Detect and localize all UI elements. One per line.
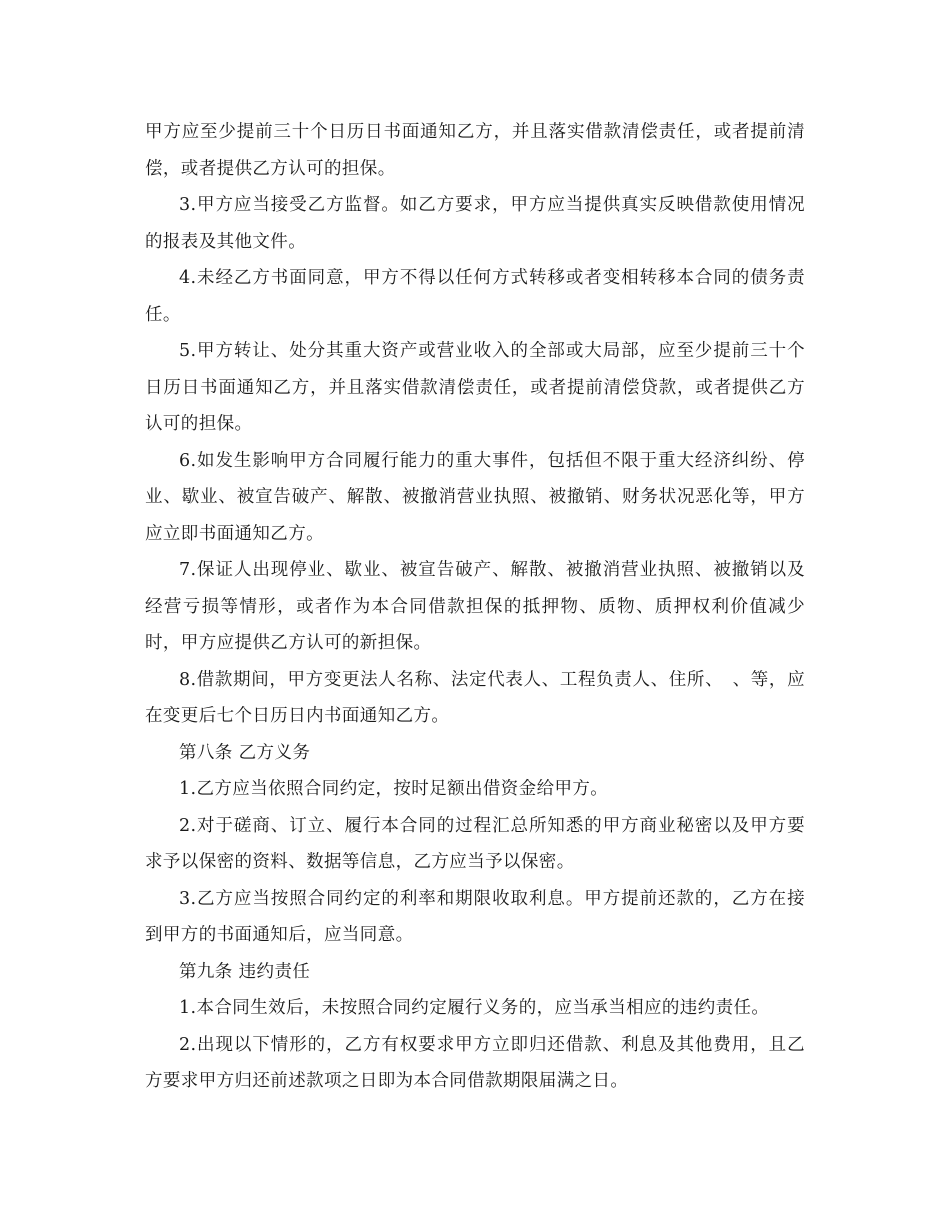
clause-item-8: 8.借款期间，甲方变更法人名称、法定代表人、工程负责人、住所、 、等，应在变更后七个日历日内书面通知乙方。 — [145, 669, 805, 726]
article-8-item-3: 3.乙方应当按照合同约定的利率和期限收取利息。甲方提前还款的，乙方在接到甲方的书面通知后，应当同意。 — [145, 888, 805, 945]
clause-item-3: 3.甲方应当接受乙方监督。如乙方要求，甲方应当提供真实反映借款使用情况的报表及其他文件。 — [145, 195, 805, 252]
clause-item-4: 4.未经乙方书面同意，甲方不得以任何方式转移或者变相转移本合同的债务责任。 — [145, 268, 805, 325]
article-8-item-1: 1.乙方应当依照合同约定，按时足额出借资金给甲方。 — [179, 779, 609, 799]
paragraph-continuation: 甲方应至少提前三十个日历日书面通知乙方，并且落实借款清偿责任，或者提前清偿，或者提供乙方认可的担保。 — [145, 122, 805, 179]
article-9-heading: 第九条 违约责任 — [179, 961, 311, 982]
clause-item-5: 5.甲方转让、处分其重大资产或营业收入的全部或大局部，应至少提前三十个日历日书面通知乙方，并且落实借款清偿责任，或者提前清偿贷款，或者提供乙方认可的担保。 — [145, 341, 805, 434]
clause-item-6: 6.如发生影响甲方合同履行能力的重大事件，包括但不限于重大经济纠纷、停业、歇业、被宣告破产、解散、被撤消营业执照、被撤销、财务状况恶化等，甲方应立即书面通知乙方。 — [145, 450, 805, 544]
document-body — [145, 114, 805, 1100]
article-8-heading: 第八条 乙方义务 — [179, 742, 311, 763]
article-9-item-1: 1.本合同生效后，未按照合同约定履行义务的，应当承当相应的违约责任。 — [179, 998, 770, 1018]
article-8-item-2: 2.对于磋商、订立、履行本合同的过程汇总所知悉的甲方商业秘密以及甲方要求予以保密的资料、数据等信息，乙方应当予以保密。 — [145, 815, 805, 872]
article-9-item-2: 2.出现以下情形的，乙方有权要求甲方立即归还借款、利息及其他费用，且乙方要求甲方归还前述款项之日即为本合同借款期限届满之日。 — [145, 1034, 805, 1091]
clause-item-7: 7.保证人出现停业、歇业、被宣告破产、解散、被撤消营业执照、被撤销以及经营亏损等情形，或者作为本合同借款担保的抵押物、质物、质押权利价值减少时，甲方应提供乙方认可的新担保。 — [145, 560, 805, 653]
